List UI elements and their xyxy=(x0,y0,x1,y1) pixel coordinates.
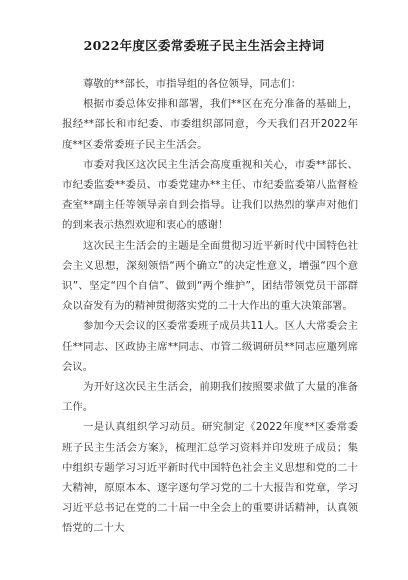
paragraph-attendees: 参加今天会议的区委常委班子成员共11人。区人大常委会主任**同志、区政协主席**同志、市管二级调研员**同志应邀列席会议。 xyxy=(62,320,358,373)
document-body xyxy=(62,74,358,539)
paragraph-opening: 根据市委总体安排和部署，我们**区在充分准备的基础上，报经**部长和市纪委、市委组织部同意，今天我们召开2022年度**区委常委班子民主生活会。 xyxy=(62,98,358,151)
document-title: 2022年度区委常委班子民主生活会主持词 xyxy=(83,38,325,53)
paragraph-preparation: 为开好这次民主生活会，前期我们按照要求做了大量的准备工作。 xyxy=(62,381,358,414)
paragraph-study: 一是认真组织学习动员。研究制定《2022年度**区委常委班子民主生活会方案》，梳理汇总学习资料并印发班子成员；集中组织专题学习习近平新时代中国特色社会主义思想和党的二十大精神，原原本本、逐字逐句学习党的二十大报告和党章，学习习近平总书记在党的二十届一中全会上的重要讲话精神，认真领悟党的二十大 xyxy=(62,421,358,535)
paragraph-welcome: 市委对我区这次民主生活会高度重视和关心，市委**部长、市纪委监委**委员、市委党建办**主任、市纪委监委第八监督检查室**副主任等领导亲自到会指导。让我们以热烈的掌声对他们的到来表示热烈欢迎和衷心的感谢！ xyxy=(62,158,358,232)
paragraph-theme: 这次民主生活会的主题是全面贯彻习近平新时代中国特色社会主义思想，深刻领悟“两个确立”的决定性意义，增强“四个意识”、坚定“四个自信”、做到“两个维护”，团结带领党员干部群众以奋发有为的精神贯彻落实党的二十大作出的重大决策部署。 xyxy=(62,239,358,313)
paragraph-greeting: 尊敬的**部长，市指导组的各位领导，同志们： xyxy=(83,78,302,90)
